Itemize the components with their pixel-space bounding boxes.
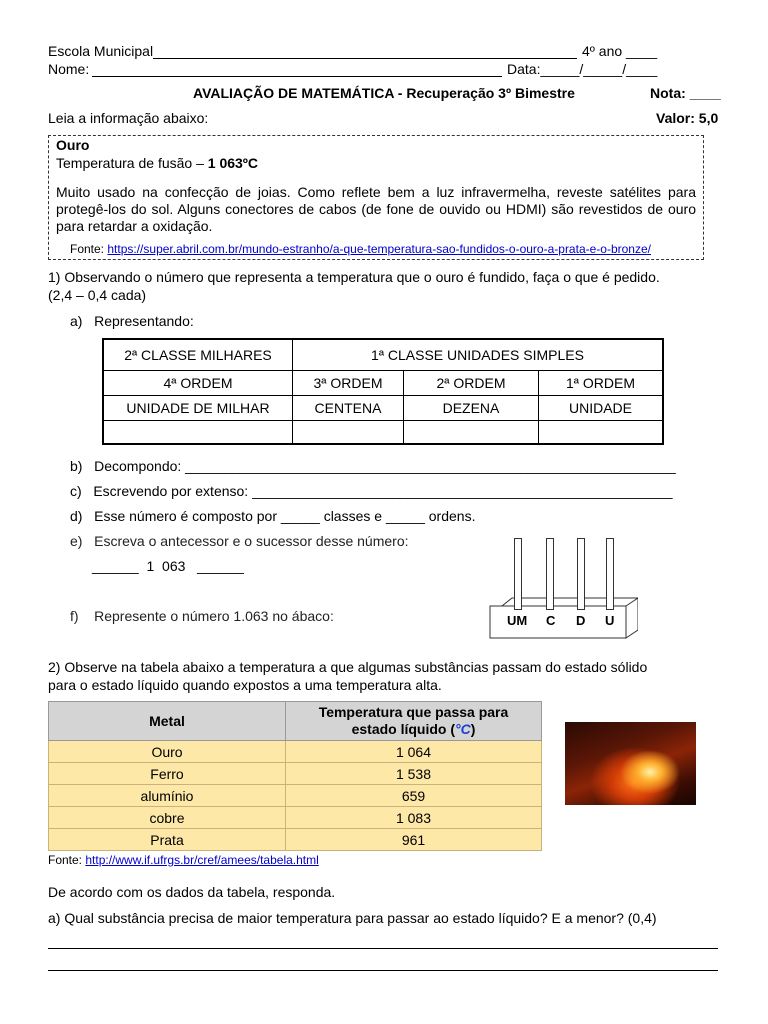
q2-source [48,853,319,868]
abacus-rod-one[interactable] [606,538,614,610]
q2-source-link[interactable]: http://www.if.ufrgs.br/cref/amees/tabela.html [85,853,319,867]
q1-statement: 1) Observando o número que representa a temperatura que o ouro é fundido, faça o que é pedido. [48,269,660,285]
school-label: Escola Municipal [48,43,154,59]
info-source-label: Fonte: [70,242,105,256]
q1-points: (2,4 – 0,4 cada) [48,287,147,303]
value-score: Valor: 5,0 [656,110,719,126]
metal-temp: 1 064 [286,741,542,763]
q1-e: e) Escreva o antecessor e o sucessor desse número: [70,533,409,549]
class2-header: 2ª CLASSE MILHARES [103,339,293,371]
q2-a: a) Qual substância precisa de maior temperatura para passar ao estado líquido? E a menor? (0,4) [48,910,657,926]
intro-text: Leia a informação abaixo: [48,110,209,126]
table-row [49,763,542,785]
info-source-link[interactable]: https://super.abril.com.br/mundo-estranho/a-que-temperatura-sao-fundidos-o-ouro-a-prata-e-o-bronze/ [107,242,651,256]
metal-temp: 961 [286,829,542,851]
answer-cell-thousand[interactable] [103,421,293,445]
date-label: Data:_____/_____/____ [507,61,658,77]
grade-label: 4º ano ____ [582,43,658,59]
name-blank[interactable] [92,62,502,77]
unit-thousand: UNIDADE DE MILHAR [103,396,293,421]
class1-header: 1ª CLASSE UNIDADES SIMPLES [293,339,664,371]
order-1: 1ª ORDEM [539,371,664,396]
order-2: 2ª ORDEM [404,371,539,396]
order-3: 3ª ORDEM [293,371,404,396]
q2-prompt: De acordo com os dados da tabela, responda. [48,884,336,900]
metal-name: Ferro [49,763,286,785]
table-row [49,807,542,829]
table-row [49,741,542,763]
metal-name: Prata [49,829,286,851]
molten-metal-photo [565,722,696,805]
abacus-rod-hundred[interactable] [546,538,554,610]
q2-statement-2: para o estado líquido quando expostos a uma temperatura alta. [48,677,442,693]
q1-a-label: a) Representando: [70,313,194,329]
unit-one: UNIDADE [539,396,664,421]
abacus-label-c: C [546,613,556,628]
metal-temp: 1 538 [286,763,542,785]
answer-cell-one[interactable] [539,421,664,445]
unit-hundred: CENTENA [293,396,404,421]
col-temperature-line1: Temperatura que passa para [318,704,509,720]
q2-statement-1: 2) Observe na tabela abaixo a temperatura a que algumas substâncias passam do estado sólido [48,659,648,675]
info-fusion-value: 1 063ºC [207,155,259,171]
info-fusion-label: Temperatura de fusão – [56,155,204,171]
col-temperature-line2: estado líquido ( [351,721,456,737]
q2-source-label: Fonte: [48,853,83,867]
metal-temp: 659 [286,785,542,807]
col-temperature [286,702,542,741]
col-temperature-close: ) [470,721,476,737]
answer-cell-hundred[interactable] [293,421,404,445]
q1-d[interactable]: d) Esse número é composto por _____ classes e _____ ordens. [70,508,476,524]
col-temperature-unit: °C [455,721,471,737]
grade-score: Nota: ____ [650,85,721,101]
answer-cell-ten[interactable] [404,421,539,445]
metals-table [48,701,542,851]
table-row [49,829,542,851]
answer-line[interactable] [48,936,718,949]
metal-name: alumínio [49,785,286,807]
q1-e-blanks[interactable]: ______ 1 063 ______ [92,558,244,574]
name-label: Nome: [48,61,90,77]
order-4: 4ª ORDEM [103,371,293,396]
info-fusion [56,155,258,172]
abacus-label-u: U [605,613,615,628]
info-source [70,242,651,257]
unit-ten: DEZENA [404,396,539,421]
info-title: Ouro [56,137,90,153]
abacus-label-d: D [576,613,586,628]
abacus-rod-thousand[interactable] [514,538,522,610]
metal-name: Ouro [49,741,286,763]
q1-f: f) Represente o número 1.063 no ábaco: [70,608,334,624]
abacus-rod-ten[interactable] [577,538,585,610]
col-metal: Metal [49,702,286,741]
page-title: AVALIAÇÃO DE MATEMÁTICA - Recuperação 3º Bimestre [193,85,575,101]
q1-b[interactable]: b) Decompondo: _______________________________________________________________ [70,458,676,474]
place-value-table [102,338,664,445]
table-row [49,785,542,807]
answer-line[interactable] [48,958,718,971]
q1-c[interactable]: c) Escrevendo por extenso: ______________________________________________________ [70,483,673,499]
school-blank[interactable] [153,44,577,59]
metal-temp: 1 083 [286,807,542,829]
metal-name: cobre [49,807,286,829]
abacus-label-um: UM [507,613,528,628]
info-paragraph: Muito usado na confecção de joias. Como reflete bem a luz infravermelha, reveste satélites para protegê-los do sol. Alguns conectores de cabos (de fone de ouvido ou HDMI) são revestidos de ouro para retardar a oxidação. [56,184,696,234]
